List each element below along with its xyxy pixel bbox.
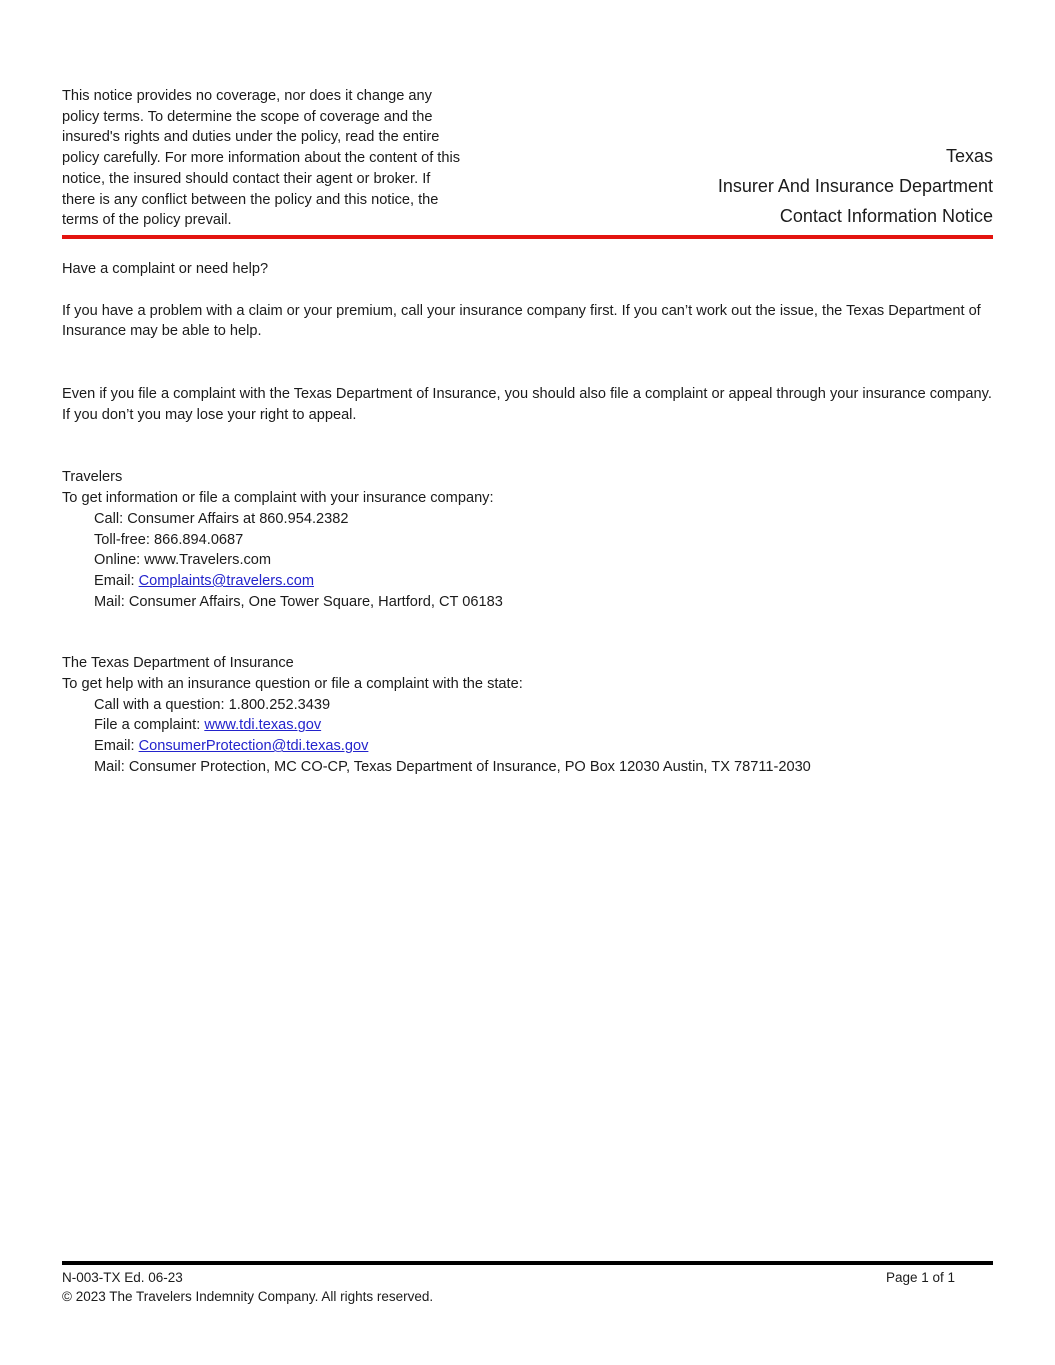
tdi-file-complaint-line — [62, 715, 993, 736]
travelers-email-line — [62, 571, 993, 592]
travelers-tollfree-line: Toll-free: 866.894.0687 — [94, 531, 244, 548]
tdi-website-link[interactable]: www.tdi.texas.gov — [204, 717, 322, 734]
footer-row — [62, 1269, 993, 1288]
intro-paragraph-2: Even if you file a complaint with the Texas Department of Insurance, you should also file a complaint or appeal through your insurance company. If you don’t you may lose your right to appeal. — [62, 386, 992, 423]
copyright-line: © 2023 The Travelers Indemnity Company. All rights reserved. — [62, 1288, 434, 1304]
disclaimer-paragraph: This notice provides no coverage, nor does it change any policy terms. To determine the scope of coverage and the insured's rights and duties under the policy, read the entire policy carefully. For more information about the content of this notice, the insured should contact their agent or broker. If there is any conflict between the policy and this notice, the terms of the policy prevail. — [62, 88, 461, 229]
travelers-section — [62, 467, 993, 612]
form-number: N-003-TX Ed. 06-23 — [62, 1270, 183, 1285]
travelers-intro: To get information or file a complaint with your insurance company: — [62, 490, 494, 507]
tdi-mail-line: Mail: Consumer Protection, MC CO-CP, Texas Department of Insurance, PO Box 12030 Austin, TX 78711-2030 — [94, 758, 811, 775]
title-line-notice: Contact Information Notice — [779, 205, 993, 226]
tdi-name: The Texas Department of Insurance — [62, 655, 294, 672]
travelers-email-link[interactable]: Complaints@travelers.com — [138, 572, 315, 589]
title-line-department: Insurer And Insurance Department — [717, 175, 993, 196]
tdi-section — [62, 653, 993, 777]
intro-paragraph-1: If you have a problem with a claim or your premium, call your insurance company first. If you can’t work out the issue, the Texas Department of Insurance may be able to help. — [62, 302, 981, 340]
travelers-online-line: Online: www.Travelers.com — [94, 552, 272, 569]
tdi-email-line — [62, 736, 993, 757]
travelers-company-name: Travelers — [62, 469, 123, 486]
tdi-email-label: Email: — [94, 738, 139, 755]
tdi-file-complaint-label: File a complaint: — [94, 717, 205, 734]
travelers-call-line: Call: Consumer Affairs at 860.954.2382 — [94, 510, 349, 527]
travelers-email-label: Email: — [94, 572, 139, 589]
travelers-mail-line: Mail: Consumer Affairs, One Tower Square, Hartford, CT 06183 — [94, 593, 503, 610]
help-heading: Have a complaint or need help? — [62, 260, 269, 277]
tdi-call-line: Call with a question: 1.800.252.3439 — [94, 696, 331, 713]
page-header — [62, 86, 993, 239]
tdi-email-link[interactable]: ConsumerProtection@tdi.texas.gov — [138, 738, 369, 755]
tdi-intro: To get help with an insurance question or file a complaint with the state: — [62, 676, 523, 693]
page-number: Page 1 of 1 — [885, 1270, 955, 1285]
title-line-state: Texas — [945, 145, 993, 166]
page-footer — [62, 1261, 993, 1306]
page-title — [718, 141, 993, 231]
